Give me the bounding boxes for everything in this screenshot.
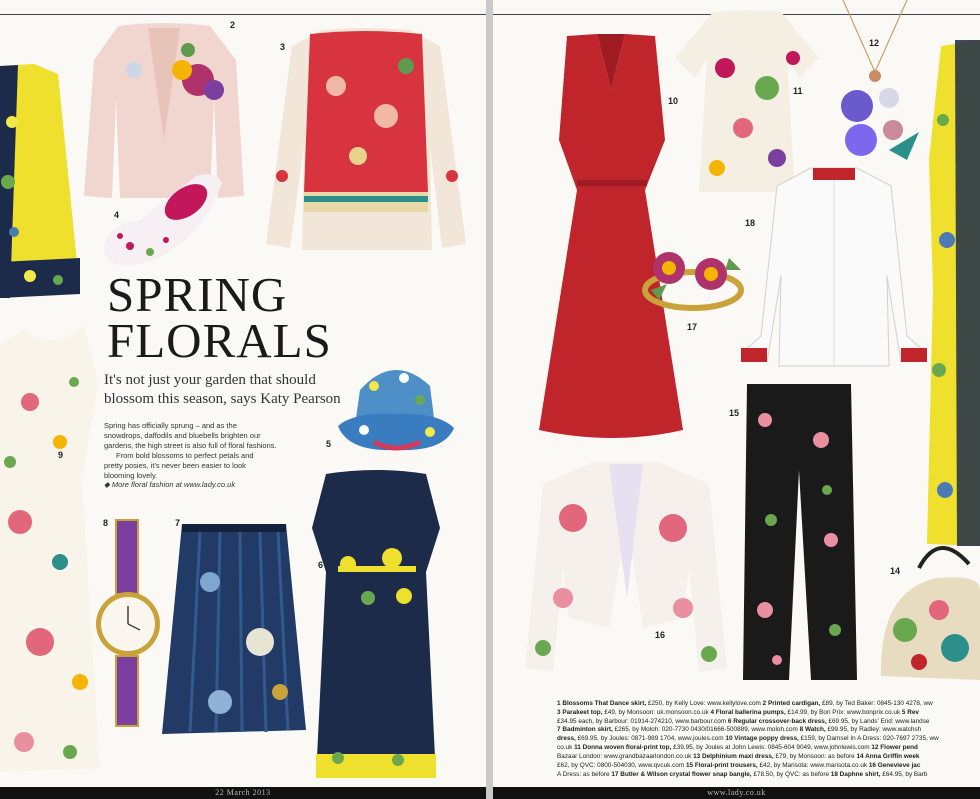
left-page xyxy=(0,0,486,799)
radley-watch xyxy=(92,518,164,730)
item-number: 7 xyxy=(175,518,181,528)
top-rule xyxy=(0,14,486,15)
item-number: 2 xyxy=(230,20,236,30)
item-number: 9 xyxy=(58,450,64,460)
item-number: 14 xyxy=(890,566,901,576)
floral-print-trousers xyxy=(741,380,861,686)
floral-bucket-hat xyxy=(334,356,458,456)
standfirst-line-1: It's not just your garden that should xyxy=(104,372,316,388)
footer-website: www.lady.co.uk xyxy=(707,788,766,797)
genevieve-jacket xyxy=(523,458,729,680)
item-number: 3 xyxy=(280,42,286,52)
flower-pendant xyxy=(833,0,929,180)
footer-date: 22 March 2013 xyxy=(215,788,271,797)
item-number: 6 xyxy=(318,560,324,570)
item-number: 18 xyxy=(745,218,756,228)
yellow-floral-skirt xyxy=(0,62,82,302)
product-credits: 1 Blossoms That Dance skirt, £250, by Kelly Love: www.kellylove.com 2 Printed cardigan, £89, by Ted Baker: 0845-130 4278, ww 3 Parakeet top, £49, by Monsoon: uk.monsoon.co.uk 4 Floral ballerina pumps, £14.99, by Bon Prix: www.bonprix.co.uk 5 Rev £34.95 each, by Barbour: 01914-274210, www.barbour.com 6 Regular crossover-back dress, £69.95, by Lands' End: www.landse 7 Badminton skirt, £265, by Moloh: 020-7730 0430/01666-500889, www.moloh.com 8 Watch, £99.95, by Radley: www.watchsh dress, £69.95, by Joules: 0871-989 1704, www.joules.com 10 Vintage poppy dress, £159, by Damsel In A Dress: 020-7697 2735, ww co.uk 11 Donna woven floral-print top, £39.95, by Joules at John Lewis: 0845-604 9049, www.johnlewis.com 12 Flower pend Bazaar London: www.grandbazaarlondon.co.uk 13 Delphinium maxi dress, £79, by Monsoon: as before 14 Anna Griffin week £62, by QVC: 0800-504030, www.qvcuk.com 15 Floral-print trousers, £42, by Marisota: www.marisota.co.uk 16 Genevieve jac A Dress: as before 17 Butler & Wilson crystal flower snap bangle, £78.50, by QVC: as before 18 Daphne shirt, £64.95, by Barb xyxy=(557,700,939,778)
body-text-line: pretty posies, it's never been easier to look xyxy=(104,461,246,470)
crystal-flower-bangle xyxy=(637,240,745,316)
item-number: 12 xyxy=(869,38,880,48)
standfirst-line-2: blossom this season, says Katy Pearson xyxy=(104,391,341,407)
item-number: 10 xyxy=(668,96,679,106)
body-text-line: snowdrops, daffodils and bluebells brighten our xyxy=(104,431,261,440)
footer-bar xyxy=(493,787,980,799)
more-floral-link[interactable]: ◆ More floral fashion at www.lady.co.uk xyxy=(104,480,236,489)
body-text-line: blooming lovely. xyxy=(104,471,158,480)
crossover-back-dress xyxy=(308,468,444,784)
body-text-line: gardens, the high street is also full of floral fashions. xyxy=(104,441,277,450)
footer-bar xyxy=(0,787,486,799)
white-floral-dress xyxy=(0,322,104,778)
page-gutter xyxy=(486,0,493,799)
right-page xyxy=(493,0,980,799)
daphne-shirt xyxy=(741,166,927,372)
item-number: 15 xyxy=(729,408,740,418)
item-number: 5 xyxy=(326,439,332,449)
item-number: 8 xyxy=(103,518,109,528)
headline-florals: FLORALS xyxy=(107,313,332,368)
body-text-line: From bold blossoms to perfect petals and xyxy=(116,451,254,460)
item-number: 4 xyxy=(114,210,120,220)
item-number: 11 xyxy=(793,86,803,96)
badminton-skirt xyxy=(160,522,308,742)
body-text-line: Spring has officially sprung – and as the xyxy=(104,421,237,430)
item-number: 17 xyxy=(687,322,698,332)
headline-spring: SPRING xyxy=(107,267,288,322)
delphinium-maxi-dress xyxy=(927,40,980,550)
item-number: 16 xyxy=(655,630,666,640)
anna-griffin-weekend-bag xyxy=(879,530,980,682)
parakeet-top xyxy=(266,26,466,252)
